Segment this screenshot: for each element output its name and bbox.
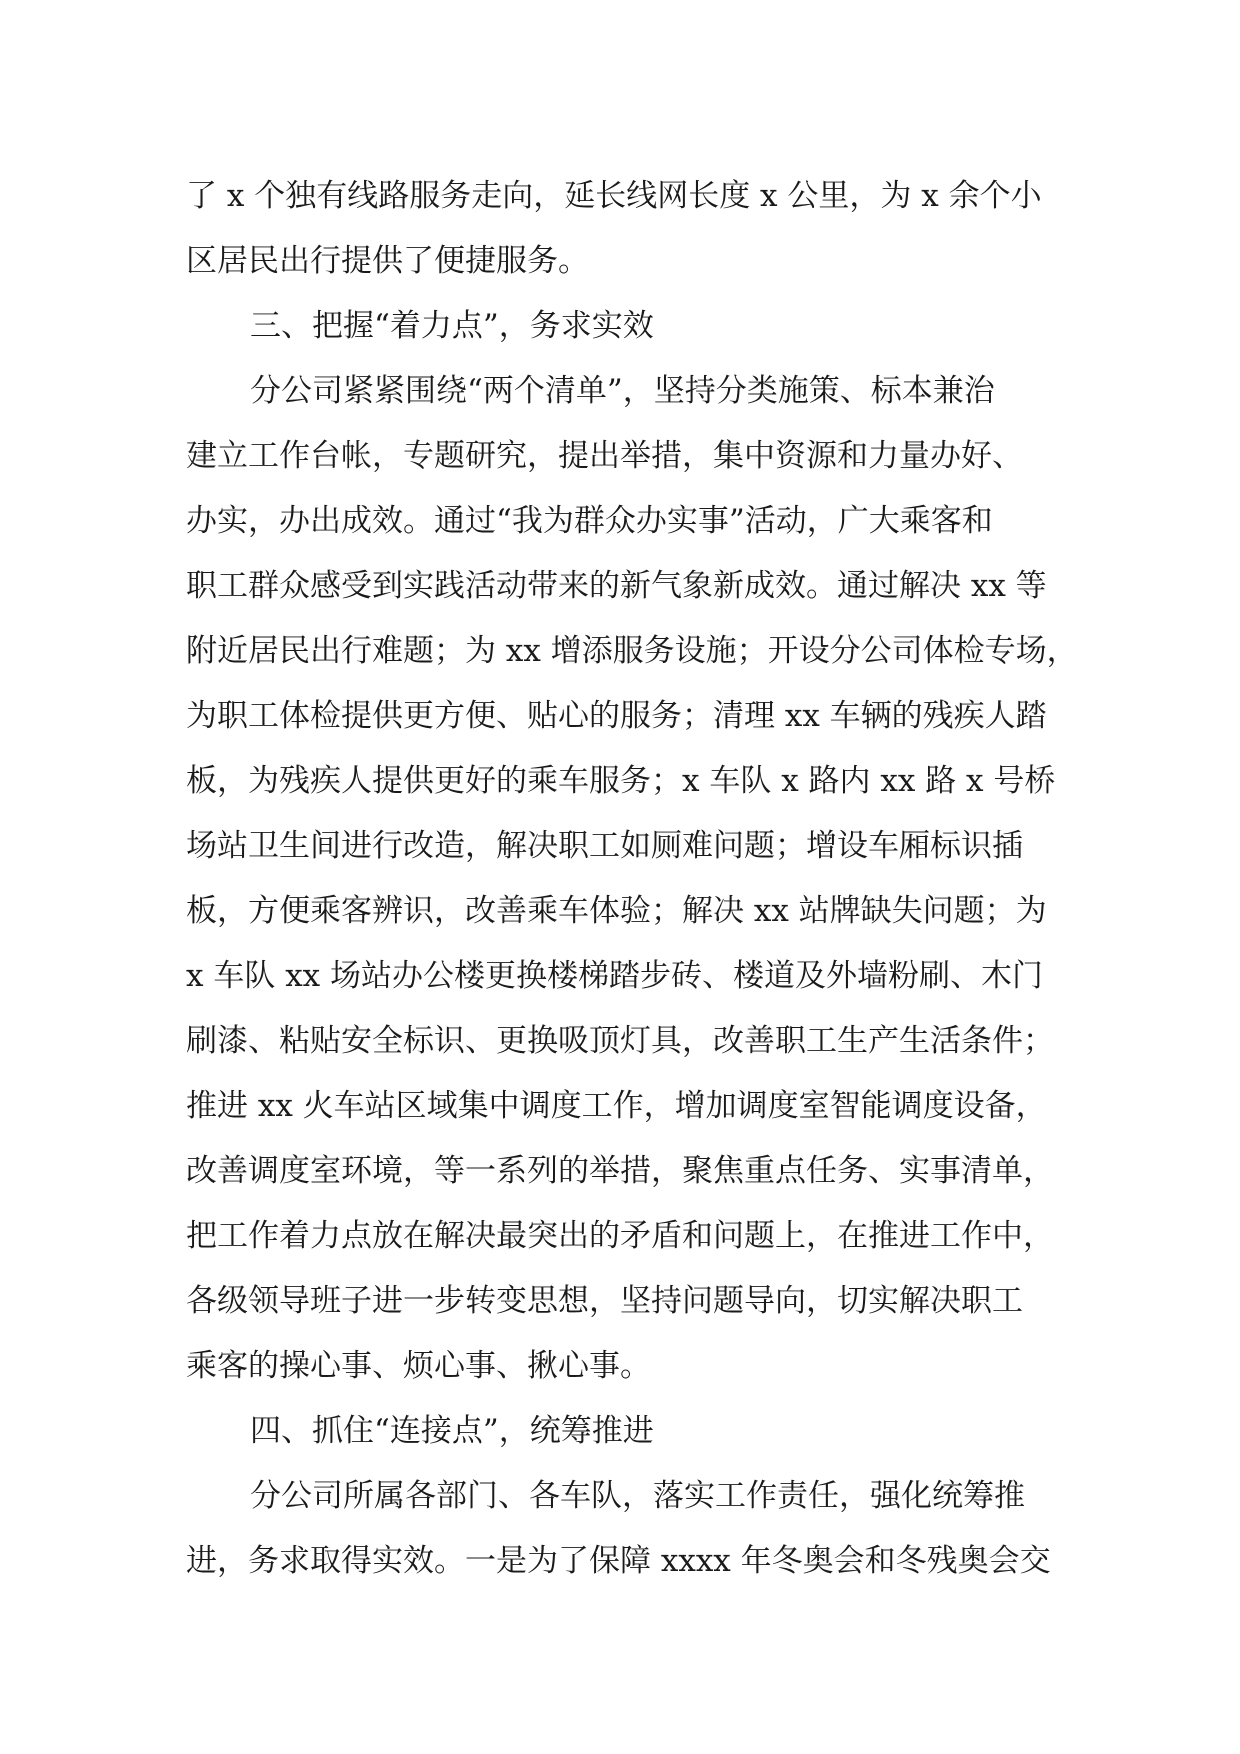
paragraph-line: 分公司所属各部门、各车队，落实工作责任，强化统筹推 xyxy=(250,1478,1025,1514)
paragraph-line: 了 x 个独有线路服务走向，延长线网长度 x 公里，为 x 余个小 xyxy=(186,178,1042,214)
section-heading: 四、抓住“连接点”，统筹推进 xyxy=(250,1413,654,1449)
section-heading: 三、把握“着力点”，务求实效 xyxy=(250,308,654,344)
paragraph-line: 为职工体检提供更方便、贴心的服务；清理 xx 车辆的残疾人踏 xyxy=(186,698,1047,734)
paragraph-line: 进，务求取得实效。一是为了保障 xxxx 年冬奥会和冬残奥会交 xyxy=(186,1543,1051,1579)
paragraph-line: 各级领导班子进一步转变思想，坚持问题导向，切实解决职工 xyxy=(186,1283,1023,1319)
paragraph-line: x 车队 xx 场站办公楼更换楼梯踏步砖、楼道及外墙粉刷、木门 xyxy=(186,958,1044,994)
paragraph-line: 建立工作台帐，专题研究，提出举措，集中资源和力量办好、 xyxy=(186,438,1023,474)
body-text xyxy=(186,164,1086,1594)
paragraph-line: 分公司紧紧围绕“两个清单”，坚持分类施策、标本兼治 xyxy=(250,373,995,409)
paragraph-line: 区居民出行提供了便捷服务。 xyxy=(186,243,589,279)
paragraph-line: 推进 xx 火车站区域集中调度工作，增加调度室智能调度设备， xyxy=(186,1088,1047,1124)
paragraph-line: 板，为残疾人提供更好的乘车服务；x 车队 x 路内 xx 路 x 号桥 xyxy=(186,763,1056,799)
paragraph-line: 附近居民出行难题；为 xx 增添服务设施；开设分公司体检专场， xyxy=(186,633,1078,669)
paragraph-line: 把工作着力点放在解决最突出的矛盾和问题上，在推进工作中， xyxy=(186,1218,1054,1254)
paragraph-line: 场站卫生间进行改造，解决职工如厕难问题；增设车厢标识插 xyxy=(186,828,1023,864)
paragraph-line: 办实，办出成效。通过“我为群众办实事”活动，广大乘客和 xyxy=(186,503,993,539)
paragraph-line: 职工群众感受到实践活动带来的新气象新成效。通过解决 xx 等 xyxy=(186,568,1047,604)
paragraph-line: 刷漆、粘贴安全标识、更换吸顶灯具，改善职工生产生活条件； xyxy=(186,1023,1054,1059)
paragraph-line: 板，方便乘客辨识，改善乘车体验；解决 xx 站牌缺失问题；为 xyxy=(186,893,1047,929)
paragraph-line: 乘客的操心事、烦心事、揪心事。 xyxy=(186,1348,651,1384)
paragraph-line: 改善调度室环境，等一系列的举措，聚焦重点任务、实事清单， xyxy=(186,1153,1054,1189)
